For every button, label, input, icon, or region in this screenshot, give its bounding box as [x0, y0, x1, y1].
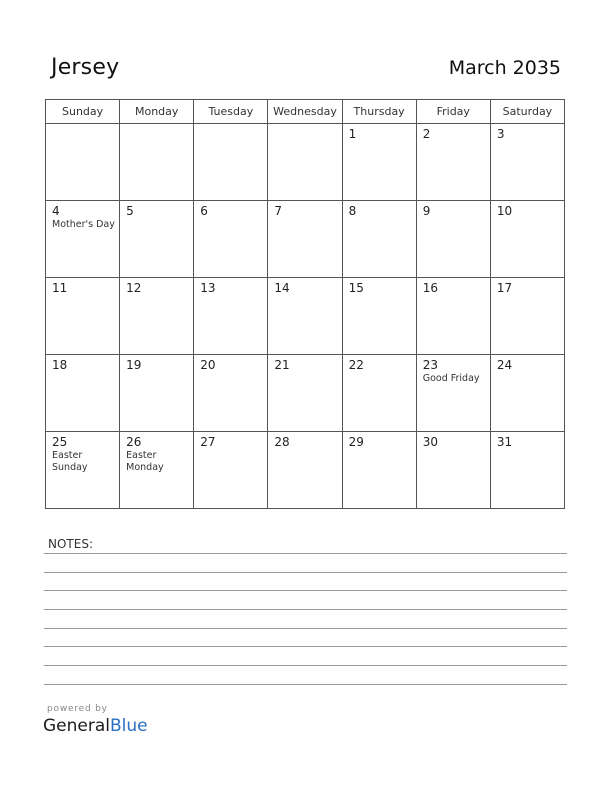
day-cell — [46, 355, 120, 432]
day-cell — [490, 278, 564, 355]
day-cell — [342, 278, 416, 355]
day-cell — [46, 201, 120, 278]
note-line — [44, 628, 567, 629]
day-number: 2 — [422, 127, 431, 141]
day-cell — [342, 201, 416, 278]
day-cell — [120, 124, 194, 201]
holiday-label: Good Friday — [422, 373, 480, 384]
weekday-header: Friday — [416, 100, 490, 124]
month-year-title: March 2035 — [448, 57, 561, 79]
day-number: 13 — [200, 281, 216, 295]
day-cell — [416, 432, 490, 509]
week-row — [46, 278, 565, 355]
calendar-body — [46, 124, 565, 509]
notes-label: NOTES: — [48, 537, 93, 551]
day-number: 26 — [126, 435, 142, 449]
day-cell — [194, 355, 268, 432]
day-number: 14 — [274, 281, 290, 295]
note-line — [44, 684, 567, 685]
day-cell — [46, 124, 120, 201]
day-number: 9 — [422, 204, 431, 218]
day-cell — [490, 355, 564, 432]
day-number: 23 — [422, 358, 438, 372]
day-number: 25 — [52, 435, 68, 449]
day-number: 21 — [274, 358, 290, 372]
day-cell — [120, 432, 194, 509]
day-cell — [46, 432, 120, 509]
day-cell — [268, 278, 342, 355]
region-title: Jersey — [51, 55, 120, 80]
day-number: 11 — [52, 281, 68, 295]
day-cell — [268, 124, 342, 201]
week-row — [46, 355, 565, 432]
day-cell — [416, 278, 490, 355]
day-cell — [490, 432, 564, 509]
weekday-header: Saturday — [490, 100, 564, 124]
day-cell — [268, 355, 342, 432]
day-cell — [120, 278, 194, 355]
day-cell — [46, 278, 120, 355]
day-number: 17 — [496, 281, 513, 295]
weekday-header: Sunday — [46, 100, 120, 124]
day-cell — [194, 124, 268, 201]
day-number: 15 — [348, 281, 364, 295]
week-row — [46, 201, 565, 278]
day-cell — [194, 432, 268, 509]
holiday-label: Easter Sunday — [52, 450, 88, 473]
day-number: 29 — [348, 435, 364, 449]
day-number: 27 — [200, 435, 216, 449]
day-number: 8 — [348, 204, 357, 218]
weekday-header-row — [46, 100, 565, 124]
day-number: 19 — [126, 358, 142, 372]
day-number: 4 — [52, 204, 60, 218]
day-cell — [342, 124, 416, 201]
day-number: 18 — [52, 358, 68, 372]
day-cell — [490, 124, 564, 201]
day-cell — [120, 201, 194, 278]
day-number: 1 — [348, 127, 357, 141]
holiday-label: Easter Monday — [126, 450, 164, 473]
day-number: 16 — [422, 281, 438, 295]
day-number: 22 — [348, 358, 364, 372]
note-line — [44, 572, 567, 573]
day-number: 30 — [422, 435, 438, 449]
calendar-grid — [45, 99, 565, 509]
day-cell — [416, 355, 490, 432]
note-line — [44, 553, 567, 554]
logo-blue-text: Blue — [110, 716, 148, 736]
note-line — [44, 646, 567, 647]
day-number: 31 — [496, 435, 513, 449]
holiday-label: Mother's Day — [52, 219, 115, 230]
day-number: 3 — [496, 127, 505, 141]
day-number: 24 — [496, 358, 513, 372]
day-cell — [416, 201, 490, 278]
day-cell — [268, 432, 342, 509]
week-row — [46, 432, 565, 509]
weekday-header: Monday — [120, 100, 194, 124]
logo-general-text: General — [43, 716, 110, 736]
day-cell — [194, 201, 268, 278]
day-cell — [342, 355, 416, 432]
day-number: 6 — [200, 204, 208, 218]
day-cell — [120, 355, 194, 432]
day-cell — [194, 278, 268, 355]
note-line — [44, 665, 567, 666]
day-cell — [416, 124, 490, 201]
powered-by-text: powered by — [47, 704, 108, 714]
day-number: 20 — [200, 358, 216, 372]
day-cell — [342, 432, 416, 509]
day-number: 7 — [274, 204, 283, 218]
day-cell — [490, 201, 564, 278]
day-number: 10 — [496, 204, 513, 218]
note-line — [44, 609, 567, 610]
day-number: 12 — [126, 281, 142, 295]
day-number: 5 — [126, 204, 134, 218]
day-number: 28 — [274, 435, 290, 449]
week-row — [46, 124, 565, 201]
weekday-header: Tuesday — [194, 100, 268, 124]
note-line — [44, 590, 567, 591]
day-cell — [268, 201, 342, 278]
generalblue-logo — [43, 716, 148, 736]
weekday-header: Wednesday — [268, 100, 342, 124]
weekday-header: Thursday — [342, 100, 416, 124]
